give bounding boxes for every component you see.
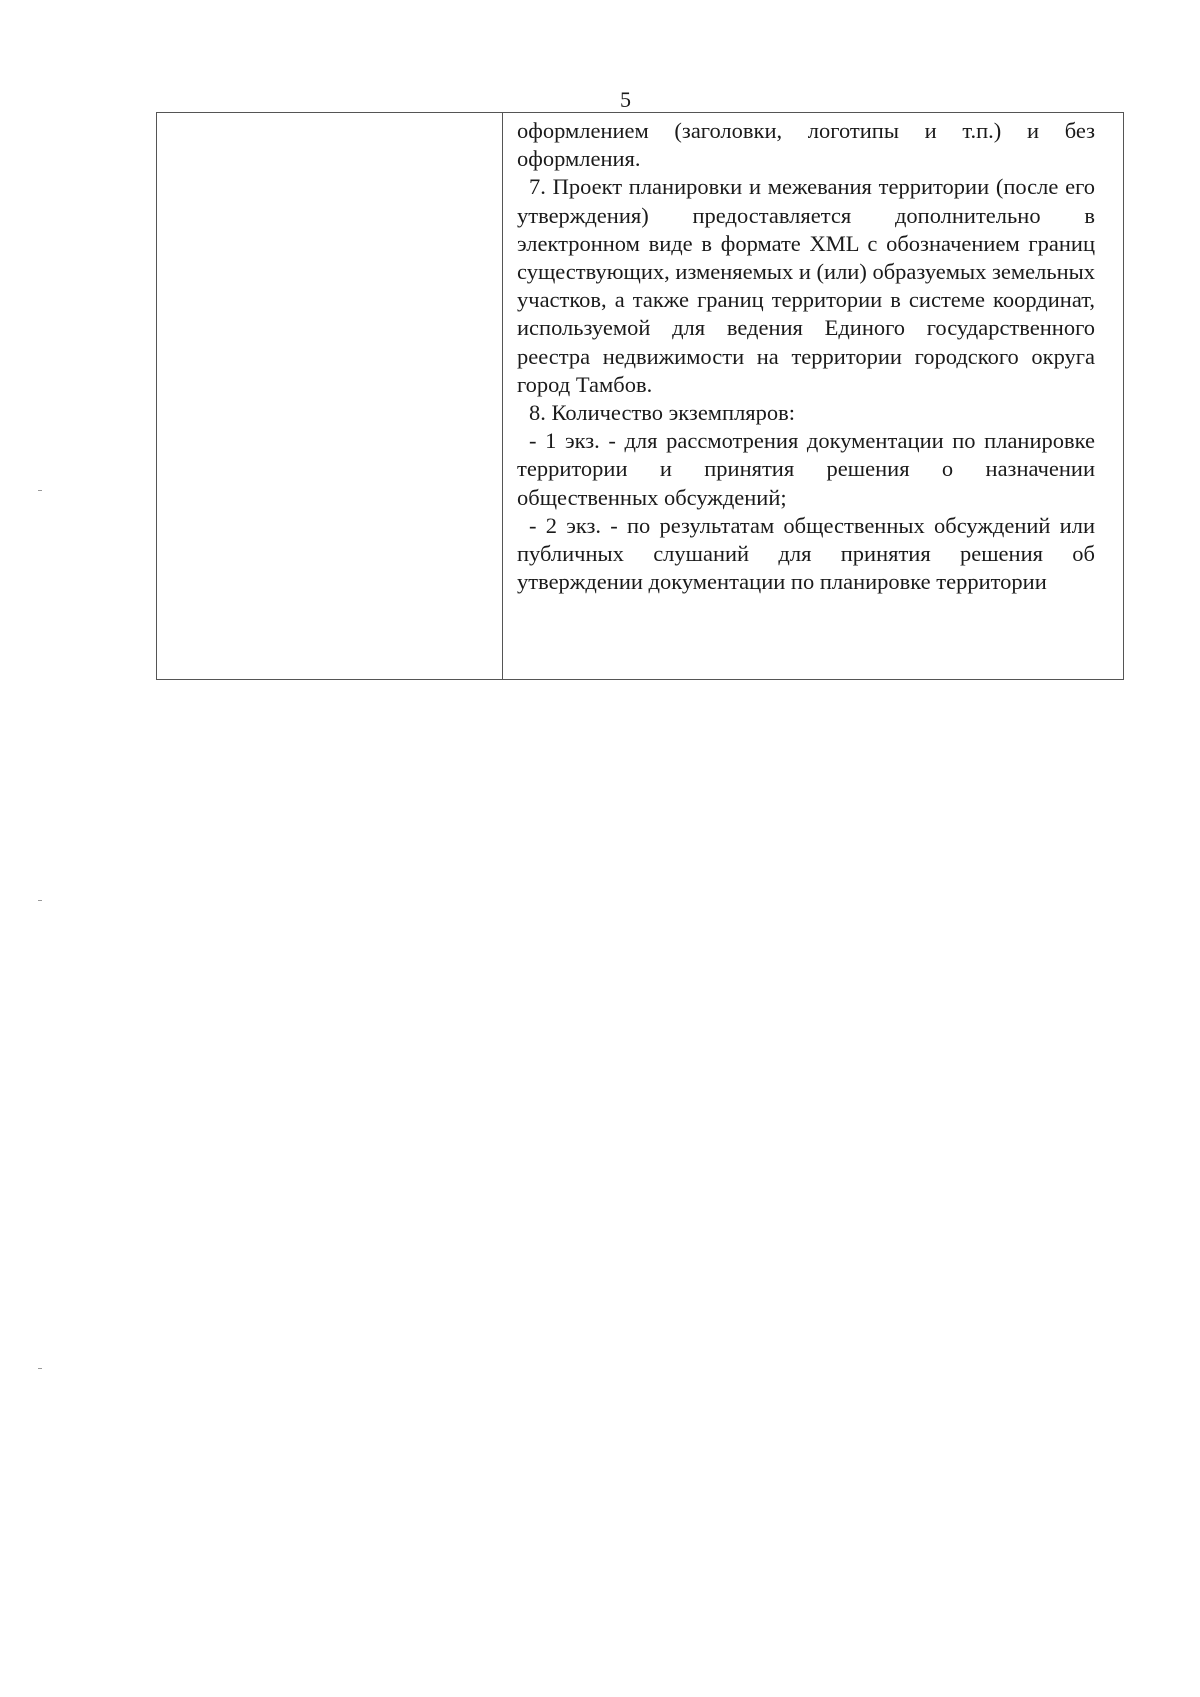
paragraph-copies-2: - 2 экз. - по результатам общественных обсуждений или публичных слушаний для принятия решения об утверждении документации по планировке территории: [517, 512, 1095, 595]
scan-edge-mark: [38, 900, 42, 901]
table-cell-left: [157, 113, 503, 679]
paragraph-item-7: 7. Проект планировки и межевания территории (после его утверждения) предоставляется дополнительно в электронном виде в формате XML с обозначением границ существующих, изменяемых и (или) образуемых земельных участков, а также границ территории в системе координат, используемой для ведения Единого государственного реестра недвижимости на территории городского округа город Тамбов.: [517, 174, 1095, 397]
table-cell-right: [503, 113, 1123, 679]
scan-edge-mark: [38, 1368, 42, 1369]
paragraph-copies-1: - 1 экз. - для рассмотрения документации по планировке территории и принятия решения о назначении общественных обсуждений;: [517, 428, 1095, 510]
page-number: 5: [620, 87, 631, 112]
paragraph-item-8: 8. Количество экземпляров:: [529, 400, 796, 426]
scan-edge-mark: [38, 490, 42, 491]
document-table: [156, 112, 1124, 680]
paragraph-continuation: оформлением (заголовки, логотипы и т.п.) и без оформления.: [517, 118, 1095, 172]
